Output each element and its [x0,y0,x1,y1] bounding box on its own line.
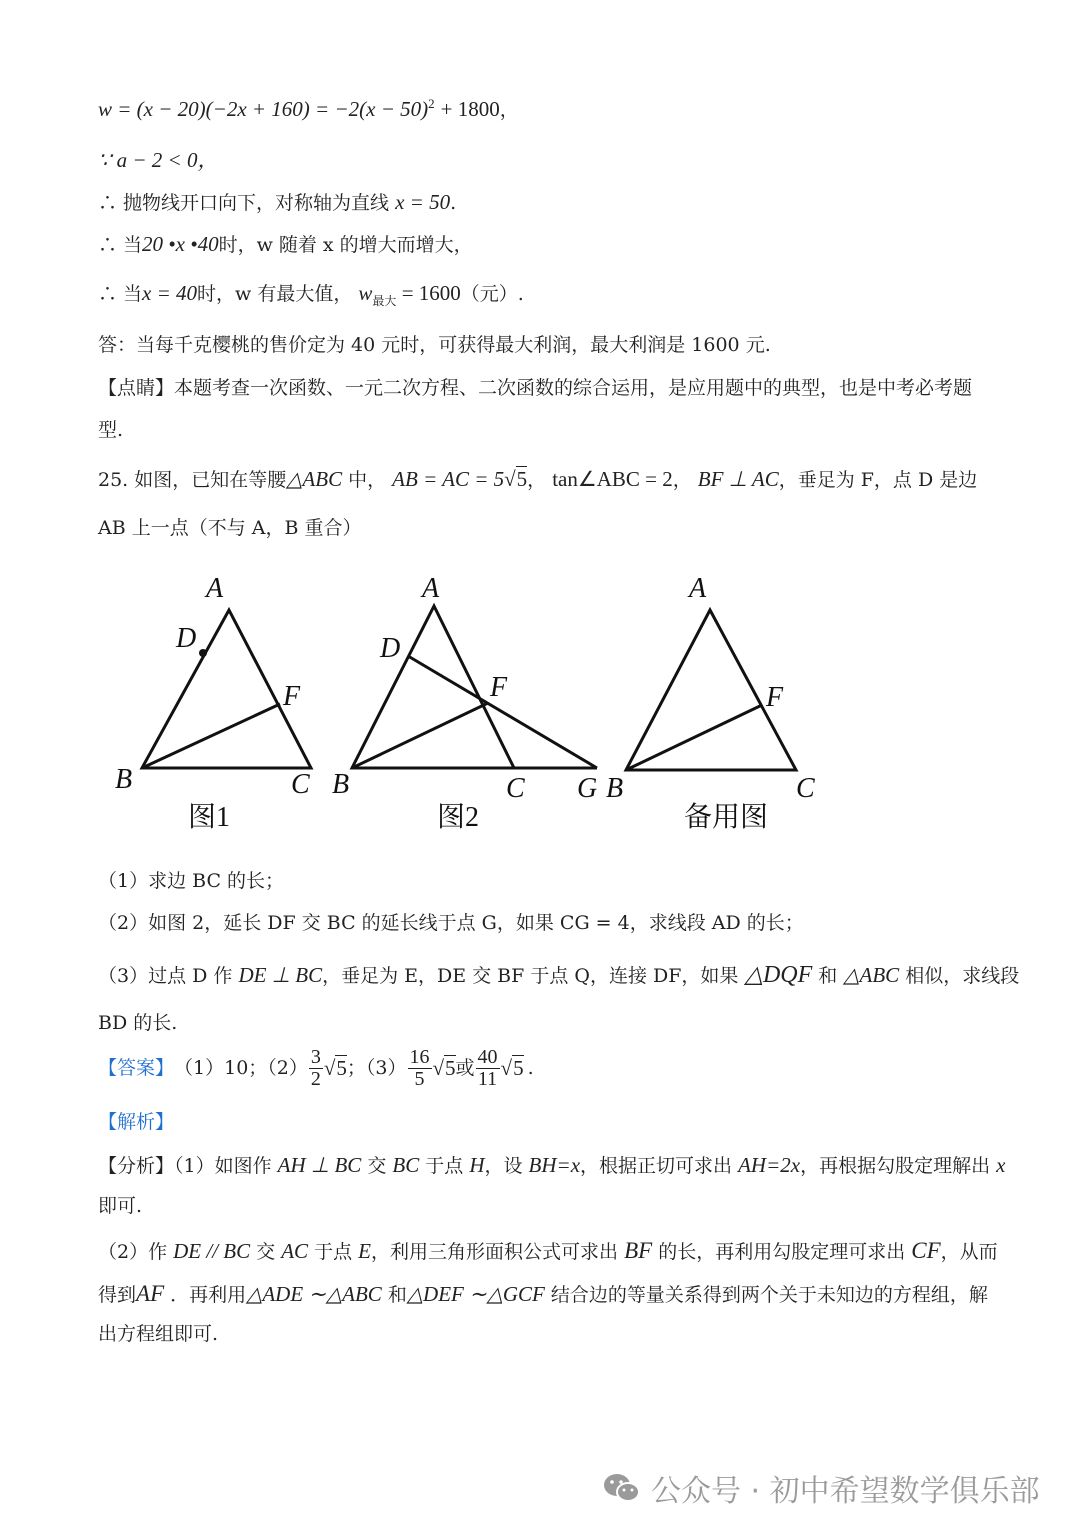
max-line: ∴ 当x = 40时，w 有最大值， $w_{最大} = 1600$（元）. [98,281,524,308]
watermark [603,1466,1040,1510]
fig2-label-b: B [332,769,350,800]
analysis-step-1: 【分析】（1）如图作 AH ⊥ BC 交 BC 于点 H，设 BH=x，根据正切可求出 AH=2x，再根据勾股定理解出 x [98,1153,1006,1177]
fig3-label-b: B [606,773,624,804]
fig2-label-a: A [422,573,440,604]
figures [0,560,1080,850]
problem-statement: 25. 如图，已知在等腰△ABC 中， AB = AC = 5√5， tan∠ABC = 2， BF ⊥ AC，垂足为 F，点 D 是边 [98,467,978,491]
question-3: （3）过点 D 作 DE ⊥ BC，垂足为 E，DE 交 BF 于点 Q，连接 DF，如果 △DQF 和 △ABC 相似，求线段 [98,962,1020,988]
answer-block: 【答案】 （1）10；（2） $\frac{3}{2}$ √5 ；（3） $\frac{16}{5}$ √5 或 $\frac{40}{11}$ √5 . [98,1046,534,1090]
fig2-caption: 图2 [437,802,480,833]
fig2-segment-bf [352,703,488,768]
answer-label: 【答案】 [98,1057,175,1080]
answer-statement: 答：当每千克樱桃的售价定为 40 元时，可获得最大利润，最大利润是 1600 元. [98,334,771,356]
fig3-label-a: A [689,573,707,604]
question-3-line-2: BD 的长. [98,1012,178,1034]
fig2-label-g: G [577,773,598,804]
fig3-caption: 备用图 [684,802,769,833]
axis-line: ∴ 抛物线开口向下，对称轴为直线 x = 50. [98,190,457,214]
fig1-label-a: A [206,573,224,604]
analysis-step-2-line-2: 得到AF ．再利用△ADE ∼△ABC 和△DEF ∼△GCF 结合边的等量关系得到两个关于未知边的方程组，解 [98,1281,988,1306]
condition-line: ∵ a − 2 < 0， [98,148,219,172]
fig1-label-b: B [115,764,133,795]
fig1-label-d: D [176,623,197,654]
analysis-label: 【解析】 [98,1111,175,1133]
fig3-label-f: F [766,682,784,713]
comment-line-1: 【点睛】本题考查一次函数、一元二次方程、二次函数的综合运用，是应用题中的典型，也是中考必考题 [98,377,973,399]
comment-line-2: 型. [98,419,124,441]
fig2-label-c: C [506,773,525,804]
analysis-step-2-line-3: 出方程组即可. [98,1323,219,1345]
fig3-segment-bf [626,705,762,770]
fig3-label-c: C [796,773,815,804]
fig1-label-c: C [291,769,310,800]
fig1-label-f: F [283,681,301,712]
problem-statement-2: AB 上一点（不与 A，B 重合） [98,517,362,539]
increase-line: ∴ 当20 •x •40时，w 随着 x 的增大而增大， [98,232,473,256]
wechat-icon [603,1472,641,1504]
analysis-step-2: （2）作 DE // BC 交 AC 于点 E，利用三角形面积公式可求出 BF 的长，再利用勾股定理可求出 CF，从而 [98,1238,998,1263]
question-2: （2）如图 2，延长 DF 交 BC 的延长线于点 G，如果 CG = 4，求线段 AD 的长； [98,912,804,934]
analysis-step-1-line-2: 即可. [98,1195,143,1217]
fig1-caption: 图1 [188,802,231,833]
fig2-label-f: F [490,672,508,703]
fig2-label-d: D [380,633,401,664]
fig1-point-d [199,649,207,657]
formula-line-w: $w = (x - 20)(-2x + 160) = -2(x - 50)^2 + 1800$， [98,96,519,121]
question-1: （1）求边 BC 的长； [98,870,285,892]
fig1-segment-bf [142,704,280,768]
watermark-text: 公众号 · 初中希望数学俱乐部 [651,1474,1040,1509]
